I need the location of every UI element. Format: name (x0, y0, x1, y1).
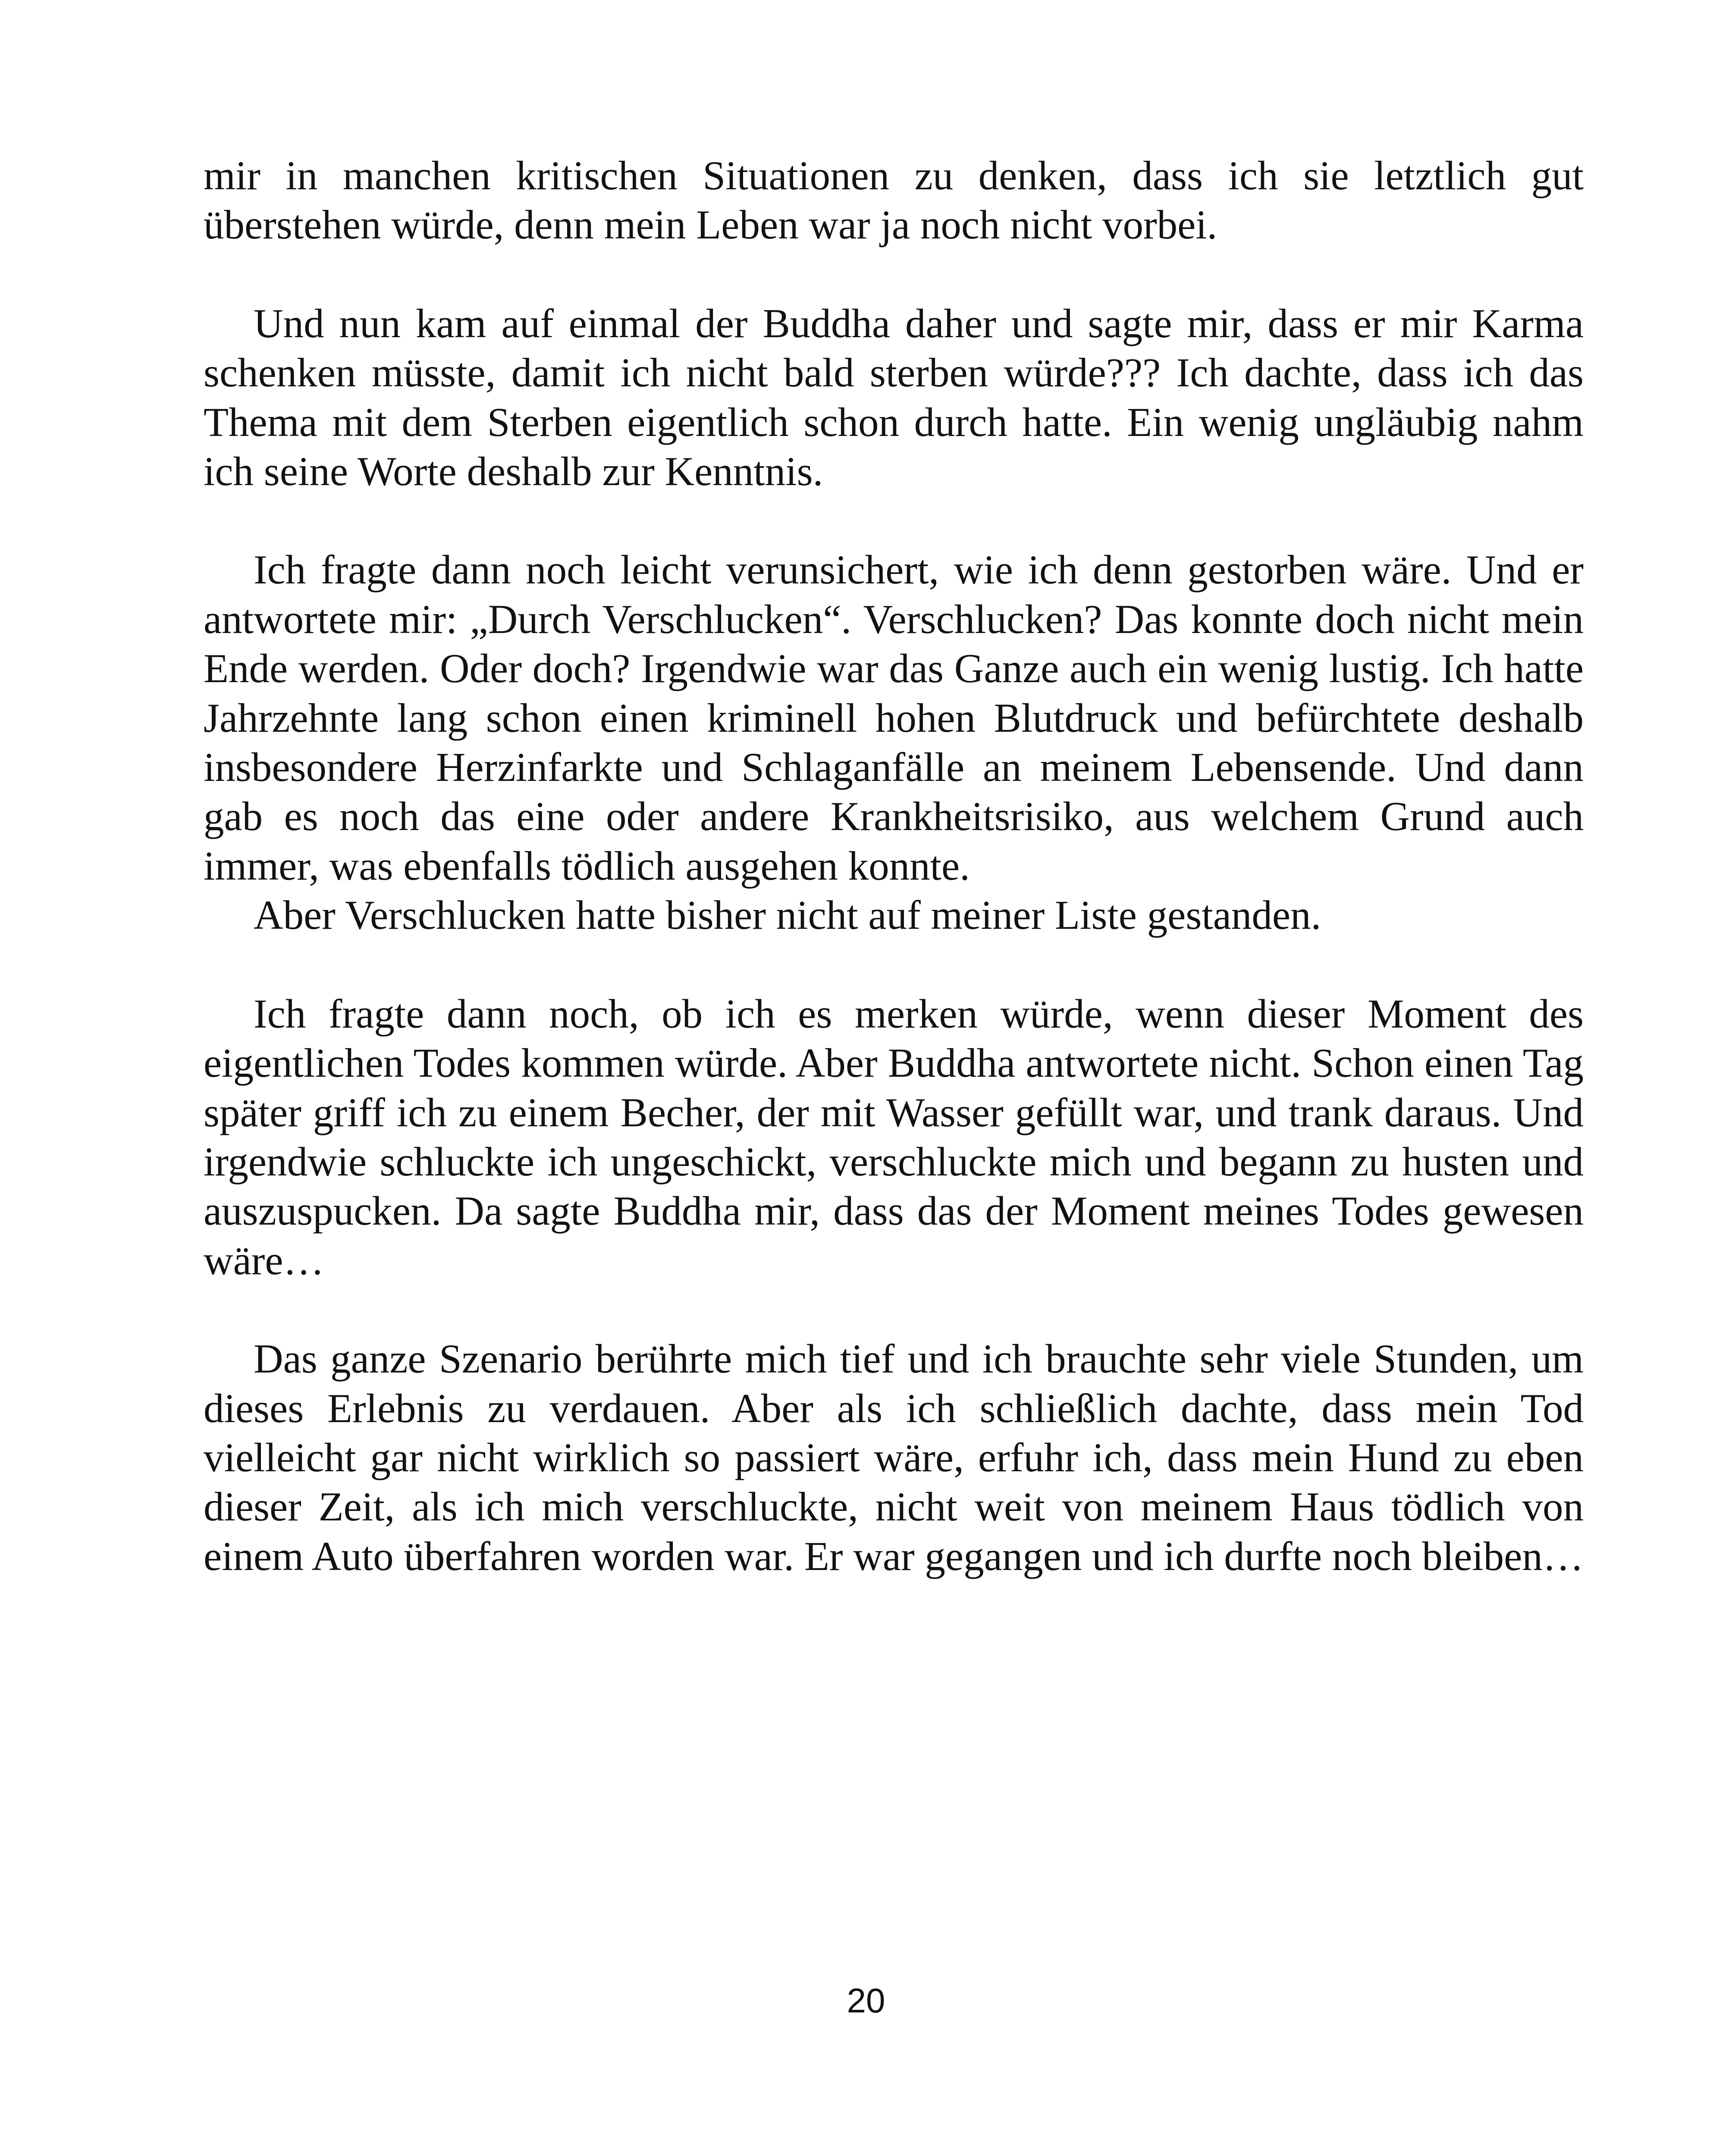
paragraph: Das ganze Szenario berührte mich tief und ich brauchte sehr viele Stunden, um dieses Erlebnis zu verdauen. Aber als ich schließlich dachte, dass mein Tod vielleicht gar nicht wirklich so passiert wäre, erfuhr ich, dass mein Hund zu eben dieser Zeit, als ich mich verschluckte, nicht weit von meinem Haus tödlich von einem Auto überfahren worden war. Er war gegangen und ich durfte noch bleiben… (204, 1336, 1584, 1579)
page-number: 20 (847, 1981, 885, 2020)
body-text (204, 151, 1584, 1581)
paragraph-gap (204, 496, 1584, 545)
paragraph: Aber Verschlucken hatte bisher nicht auf meiner Liste gestanden. (254, 892, 1321, 938)
paragraph: Ich fragte dann noch, ob ich es merken würde, wenn dieser Moment des eigentlichen Todes kommen würde. Aber Buddha antwortete nicht. Schon einen Tag später griff ich zu einem Becher, der mit Wasser gefüllt war, und trank daraus. Und irgendwie schluckte ich ungeschickt, verschluckte mich und begann zu husten und auszuspucken. Da sagte Buddha mir, dass das der Moment meines Todes gewesen wäre… (204, 990, 1584, 1283)
paragraph-gap (204, 250, 1584, 299)
paragraph-continuation: mir in manchen kritischen Situationen zu denken, dass ich sie letztlich gut überstehen würde, denn mein Leben war ja noch nicht vorbei. (204, 153, 1584, 248)
paragraph-gap (204, 1285, 1584, 1334)
paragraph: Und nun kam auf einmal der Buddha daher und sagte mir, dass er mir Karma schenken müsste, damit ich nicht bald sterben würde??? Ich dachte, dass ich das Thema mit dem Sterben eigentlich schon durch hatte. Ein wenig ungläubig nahm ich seine Worte deshalb zur Kenntnis. (204, 300, 1584, 495)
paragraph: Ich fragte dann noch leicht verunsichert, wie ich denn gestorben wäre. Und er antwortete mir: „Durch Verschlucken“. Verschlucken? Das konnte doch nicht mein Ende werden. Oder doch? Irgendwie war das Ganze auch ein wenig lustig. Ich hatte Jahrzehnte lang schon einen kriminell hohen Blutdruck und befürchtete deshalb insbesondere Herzinfarkte und Schlaganfälle an meinem Lebensende. Und dann gab es noch das eine oder andere Krankheitsrisiko, aus welchem Grund auch immer, was ebenfalls tödlich ausgehen konnte. (204, 547, 1584, 889)
paragraph-gap (204, 940, 1584, 989)
